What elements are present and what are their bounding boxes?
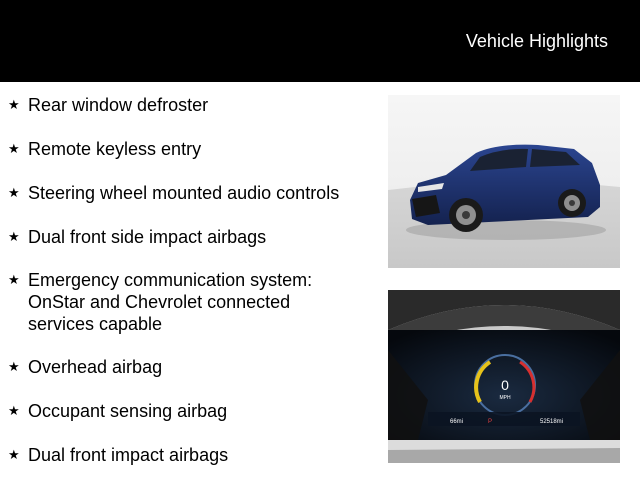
speed-readout: 0: [501, 377, 509, 393]
list-item: [8, 269, 378, 335]
odometer-readout: 52518mi: [540, 419, 564, 425]
list-item: [8, 400, 378, 422]
list-item: [8, 226, 378, 248]
feature-text: Emergency communication system: OnStar and Chevrolet connected services capable: [28, 270, 313, 334]
page-title: Vehicle Highlights: [465, 31, 608, 51]
feature-text: Overhead airbag: [28, 357, 163, 377]
star-icon: ★: [8, 447, 20, 462]
list-item: [8, 138, 378, 160]
speed-unit: MPH: [499, 395, 511, 401]
vehicle-exterior-photo: [388, 95, 620, 268]
feature-text: Dual front side impact airbags: [28, 227, 267, 247]
gear-indicator: P: [488, 419, 493, 425]
star-icon: ★: [8, 185, 20, 200]
feature-text: Occupant sensing airbag: [28, 401, 228, 421]
list-item: [8, 182, 378, 204]
star-icon: ★: [8, 359, 20, 374]
cluster-image: [388, 290, 620, 463]
instrument-cluster-photo: [388, 290, 620, 463]
header-bar: [0, 0, 640, 82]
feature-text: Dual front impact airbags: [28, 445, 229, 465]
list-item: [8, 444, 378, 466]
car-exterior-image: [388, 95, 620, 268]
list-item: [8, 94, 378, 116]
star-icon: ★: [8, 229, 20, 244]
feature-text: Remote keyless entry: [28, 139, 202, 159]
feature-text: Rear window defroster: [28, 95, 209, 115]
feature-text: Steering wheel mounted audio controls: [28, 183, 340, 203]
star-icon: ★: [8, 97, 20, 112]
list-item: [8, 356, 378, 378]
star-icon: ★: [8, 141, 20, 156]
star-icon: ★: [8, 272, 20, 287]
star-icon: ★: [8, 403, 20, 418]
range-readout: 66mi: [450, 419, 464, 425]
